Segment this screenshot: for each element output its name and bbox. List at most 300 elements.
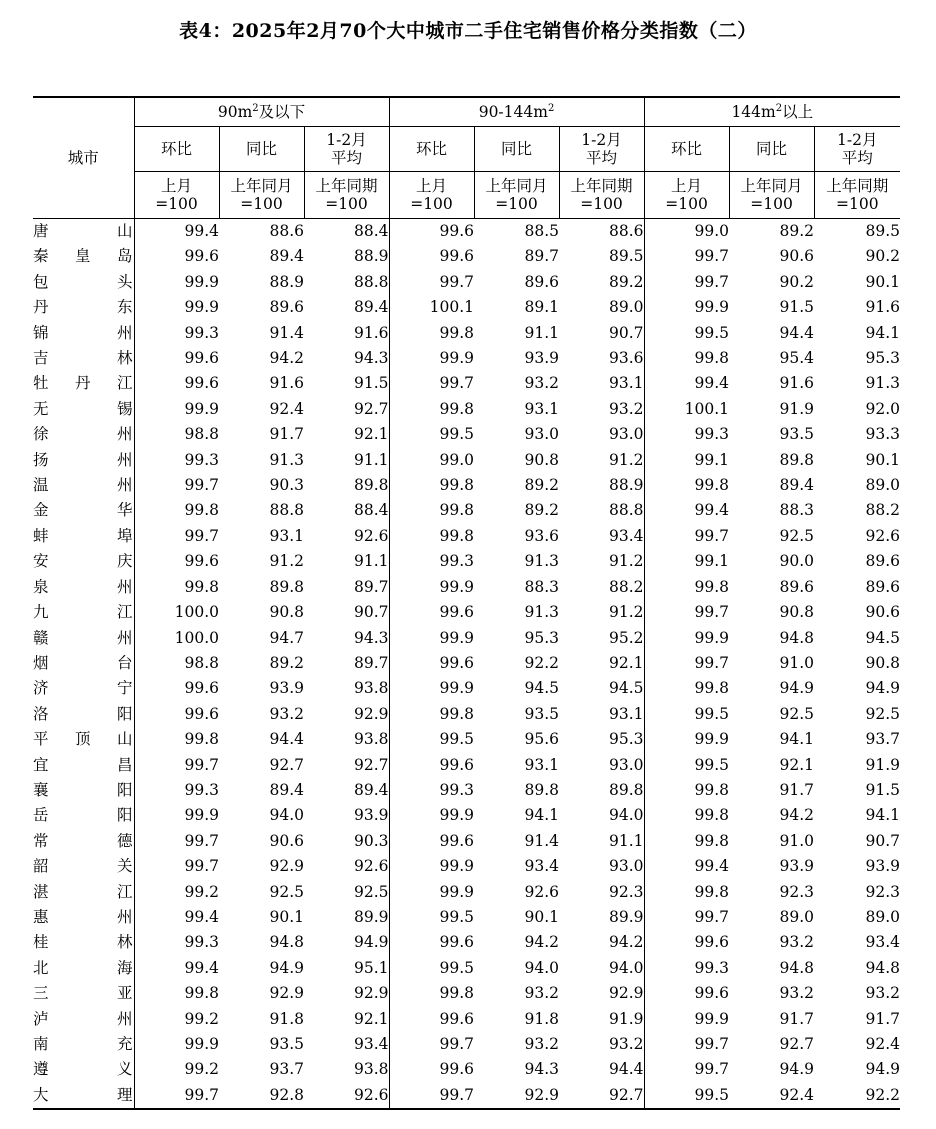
index-value-cell: 88.9: [559, 473, 644, 498]
table-row: [33, 549, 900, 574]
index-value-cell: 99.7: [694, 1060, 730, 1079]
index-value-cell: 93.8: [304, 727, 389, 752]
index-value-cell: 93.2: [524, 374, 559, 393]
index-value-cell: 92.9: [559, 981, 644, 1006]
col-header-mom: 环比: [389, 127, 474, 172]
index-value-cell: 99.8: [694, 679, 730, 698]
col-header-yoy: 同比: [729, 127, 814, 172]
index-value-cell: 95.6: [524, 730, 559, 749]
index-value-cell: 94.2: [269, 349, 304, 368]
city-name-cell: 平顶山: [33, 730, 134, 749]
city-name-cell: 吉林: [33, 349, 134, 368]
base-header-same-month: 上年同月 =100: [219, 172, 304, 219]
index-value-cell: 92.5: [779, 704, 815, 723]
index-value-cell: 92.2: [814, 1083, 900, 1109]
index-value-cell: 99.5: [439, 425, 474, 444]
index-value-cell: 99.9: [694, 628, 730, 647]
index-value-cell: 91.4: [269, 323, 304, 342]
index-value-cell: 99.3: [134, 448, 219, 473]
index-value-cell: 91.2: [559, 448, 644, 473]
index-value-cell: 99.3: [134, 930, 219, 955]
index-value-cell: 91.9: [865, 755, 901, 774]
index-value-cell: 99.5: [439, 907, 474, 926]
city-column-header: 城市: [33, 97, 134, 219]
index-value-cell: 99.5: [694, 323, 730, 342]
city-name-cell: 常德: [33, 831, 134, 850]
index-value-cell: 89.9: [304, 905, 389, 930]
index-value-cell: 91.7: [779, 1009, 815, 1028]
index-value-cell: 89.6: [865, 552, 901, 571]
index-value-cell: 94.9: [779, 1060, 815, 1079]
index-value-cell: 99.7: [134, 854, 219, 879]
table-row: [33, 473, 900, 498]
index-value-cell: 90.7: [304, 600, 389, 625]
index-value-cell: 93.1: [269, 526, 304, 545]
index-value-cell: 89.6: [779, 577, 815, 596]
index-value-cell: 90.6: [779, 247, 815, 266]
index-value-cell: 88.8: [269, 501, 304, 520]
index-value-cell: 89.4: [304, 778, 389, 803]
index-value-cell: 94.3: [304, 346, 389, 371]
index-value-cell: 94.5: [865, 628, 901, 647]
table-row: [33, 626, 900, 651]
index-value-cell: 99.8: [694, 476, 730, 495]
index-value-cell: 91.0: [779, 831, 815, 850]
table-row: [33, 651, 900, 676]
index-value-cell: 94.8: [269, 933, 304, 952]
index-value-cell: 94.9: [269, 958, 304, 977]
index-value-cell: 95.3: [524, 628, 559, 647]
index-value-cell: 90.1: [865, 272, 901, 291]
index-value-cell: 95.3: [559, 727, 644, 752]
index-value-cell: 91.1: [304, 448, 389, 473]
index-value-cell: 99.3: [134, 778, 219, 803]
index-value-cell: 99.6: [134, 702, 219, 727]
index-value-cell: 99.1: [694, 450, 730, 469]
index-value-cell: 99.5: [694, 704, 730, 723]
index-value-cell: 92.4: [269, 399, 304, 418]
index-value-cell: 91.9: [559, 1007, 644, 1032]
index-value-cell: 93.2: [559, 1032, 644, 1057]
index-value-cell: 99.7: [134, 753, 219, 778]
group-header-medium: $90-144m^2$: [389, 97, 644, 127]
index-value-cell: 99.9: [439, 679, 474, 698]
index-value-cell: 99.9: [134, 803, 219, 828]
table-row: [33, 524, 900, 549]
table-row: [33, 397, 900, 422]
city-name-cell: 遵义: [33, 1060, 134, 1079]
index-value-cell: 99.8: [439, 526, 474, 545]
base-header-same-period: 上年同期 =100: [304, 172, 389, 219]
city-name-cell: 大理: [33, 1083, 134, 1109]
index-value-cell: 99.5: [439, 730, 474, 749]
index-value-cell: 99.0: [439, 450, 474, 469]
index-value-cell: 99.6: [134, 346, 219, 371]
index-value-cell: 99.9: [439, 628, 474, 647]
table-row: [33, 854, 900, 879]
index-value-cell: 91.6: [865, 298, 901, 317]
index-value-cell: 91.0: [779, 653, 815, 672]
index-value-cell: 93.9: [779, 857, 815, 876]
index-value-cell: 94.3: [524, 1060, 559, 1079]
index-value-cell: 91.6: [269, 374, 304, 393]
index-value-cell: 93.9: [524, 349, 559, 368]
index-value-cell: 89.1: [524, 298, 559, 317]
index-value-cell: 98.8: [134, 422, 219, 447]
index-value-cell: 93.4: [304, 1032, 389, 1057]
index-value-cell: 99.2: [134, 1007, 219, 1032]
index-value-cell: 99.9: [439, 882, 474, 901]
index-value-cell: 93.0: [559, 422, 644, 447]
index-value-cell: 92.9: [304, 981, 389, 1006]
index-value-cell: 92.5: [865, 704, 901, 723]
index-value-cell: 99.5: [694, 755, 730, 774]
index-value-cell: 93.1: [524, 399, 559, 418]
index-value-cell: 89.8: [524, 780, 559, 799]
index-value-cell: 92.1: [304, 422, 389, 447]
index-value-cell: 88.9: [304, 244, 389, 269]
col-header-avg: 1-2月 平均: [304, 127, 389, 172]
city-name-cell: 秦皇岛: [33, 247, 134, 266]
city-name-cell: 桂林: [33, 933, 134, 952]
index-value-cell: 99.8: [134, 981, 219, 1006]
index-value-cell: 93.5: [779, 425, 815, 444]
city-name-cell: 安庆: [33, 552, 134, 571]
index-value-cell: 92.6: [304, 854, 389, 879]
table-row: [33, 829, 900, 854]
index-value-cell: 99.6: [439, 653, 474, 672]
index-value-cell: 95.2: [559, 626, 644, 651]
base-header-last-month: 上月 =100: [134, 172, 219, 219]
table-row: [33, 702, 900, 727]
index-value-cell: 93.4: [524, 857, 559, 876]
index-value-cell: 99.9: [439, 806, 474, 825]
index-value-cell: 99.7: [134, 1083, 219, 1109]
index-value-cell: 99.8: [694, 349, 730, 368]
index-value-cell: 99.2: [134, 880, 219, 905]
index-value-cell: 88.5: [524, 222, 559, 240]
index-value-cell: 99.7: [694, 653, 730, 672]
index-value-cell: 99.8: [694, 806, 730, 825]
index-value-cell: 93.6: [559, 346, 644, 371]
index-value-cell: 99.2: [134, 1057, 219, 1082]
table-header: [33, 97, 900, 219]
index-value-cell: 99.6: [439, 831, 474, 850]
col-header-yoy: 同比: [474, 127, 559, 172]
index-value-cell: 89.4: [269, 780, 304, 799]
index-value-cell: 94.1: [865, 806, 901, 825]
index-value-cell: 91.3: [865, 374, 901, 393]
table-row: [33, 1083, 900, 1109]
city-name-cell: 湛江: [33, 882, 134, 901]
index-value-cell: 99.8: [694, 577, 730, 596]
index-value-cell: 93.0: [559, 753, 644, 778]
index-value-cell: 95.4: [779, 349, 815, 368]
city-name-cell: 南充: [33, 1035, 134, 1053]
index-value-cell: 91.1: [304, 549, 389, 574]
index-value-cell: 93.9: [304, 803, 389, 828]
index-value-cell: 92.6: [524, 882, 559, 901]
index-value-cell: 92.5: [304, 880, 389, 905]
city-name-cell: 泸州: [33, 1009, 134, 1028]
index-value-cell: 88.8: [559, 498, 644, 523]
index-value-cell: 90.3: [304, 829, 389, 854]
city-name-cell: 洛阳: [33, 704, 134, 723]
index-value-cell: 93.7: [865, 730, 901, 749]
index-value-cell: 99.7: [134, 829, 219, 854]
index-value-cell: 89.5: [865, 222, 901, 240]
table-row: [33, 219, 900, 245]
index-value-cell: 93.9: [865, 857, 901, 876]
index-value-cell: 99.3: [439, 552, 474, 571]
table-row: [33, 498, 900, 523]
index-value-cell: 93.9: [269, 679, 304, 698]
index-value-cell: 91.3: [524, 603, 559, 622]
index-value-cell: 94.2: [524, 933, 559, 952]
table-row: [33, 981, 900, 1006]
index-value-cell: 99.6: [439, 603, 474, 622]
city-name-cell: 徐州: [33, 425, 134, 444]
col-header-mom: 环比: [134, 127, 219, 172]
index-value-cell: 99.7: [694, 272, 730, 291]
city-name-cell: 宜昌: [33, 755, 134, 774]
table-row: [33, 270, 900, 295]
index-value-cell: 89.7: [304, 575, 389, 600]
index-value-cell: 91.2: [269, 552, 304, 571]
index-value-cell: 99.4: [694, 857, 730, 876]
index-value-cell: 99.6: [694, 933, 730, 952]
index-value-cell: 90.6: [269, 831, 304, 850]
index-value-cell: 89.6: [269, 298, 304, 317]
index-value-cell: 99.4: [694, 374, 730, 393]
table-row: [33, 600, 900, 625]
city-name-cell: 扬州: [33, 450, 134, 469]
index-value-cell: 99.8: [694, 780, 730, 799]
index-value-cell: 89.0: [865, 907, 901, 926]
col-header-avg: 1-2月 平均: [814, 127, 900, 172]
index-value-cell: 99.4: [694, 501, 730, 520]
index-value-cell: 92.3: [779, 882, 815, 901]
index-value-cell: 94.9: [865, 1060, 901, 1079]
index-value-cell: 99.7: [694, 247, 730, 266]
index-value-cell: 89.8: [304, 473, 389, 498]
index-value-cell: 99.7: [439, 272, 474, 291]
index-value-cell: 91.8: [524, 1009, 559, 1028]
index-value-cell: 91.5: [779, 298, 815, 317]
index-value-cell: 88.3: [779, 501, 815, 520]
index-value-cell: 91.8: [269, 1009, 304, 1028]
index-value-cell: 94.0: [269, 806, 304, 825]
table-row: [33, 905, 900, 930]
city-name-cell: 岳阳: [33, 806, 134, 825]
index-value-cell: 99.9: [134, 270, 219, 295]
index-value-cell: 94.9: [304, 930, 389, 955]
index-value-cell: 89.2: [559, 270, 644, 295]
base-header-same-period: 上年同期 =100: [814, 172, 900, 219]
index-value-cell: 93.7: [269, 1060, 304, 1079]
index-value-cell: 94.0: [559, 956, 644, 981]
index-value-cell: 99.9: [694, 730, 730, 749]
table-row: [33, 575, 900, 600]
index-value-cell: 91.7: [865, 1009, 901, 1028]
city-name-cell: 惠州: [33, 907, 134, 926]
index-value-cell: 89.2: [524, 476, 559, 495]
index-value-cell: 92.6: [304, 1083, 389, 1109]
index-value-cell: 92.9: [269, 857, 304, 876]
index-value-cell: 94.1: [865, 323, 901, 342]
index-value-cell: 93.0: [524, 425, 559, 444]
table-row: [33, 244, 900, 269]
index-value-cell: 89.2: [524, 501, 559, 520]
index-value-cell: 88.2: [559, 575, 644, 600]
index-value-cell: 89.8: [269, 577, 304, 596]
index-value-cell: 93.6: [524, 526, 559, 545]
index-value-cell: 89.0: [559, 295, 644, 320]
index-value-cell: 88.6: [559, 219, 644, 245]
index-value-cell: 94.5: [524, 679, 559, 698]
index-value-cell: 94.4: [779, 323, 815, 342]
index-value-cell: 94.0: [524, 958, 559, 977]
base-header-last-month: 上月 =100: [644, 172, 729, 219]
index-value-cell: 93.1: [524, 755, 559, 774]
group-header-small: $90m^2$及以下: [134, 97, 389, 127]
index-value-cell: 90.8: [269, 603, 304, 622]
index-value-cell: 89.2: [779, 222, 815, 240]
city-name-cell: 唐山: [33, 222, 134, 240]
index-value-cell: 94.8: [779, 958, 815, 977]
index-value-cell: 93.0: [559, 854, 644, 879]
index-value-cell: 88.2: [865, 501, 901, 520]
index-value-cell: 99.9: [694, 298, 730, 317]
base-header-last-month: 上月 =100: [389, 172, 474, 219]
index-value-cell: 92.7: [779, 1035, 815, 1053]
index-value-cell: 94.2: [559, 930, 644, 955]
city-name-cell: 赣州: [33, 628, 134, 647]
index-value-cell: 99.8: [134, 498, 219, 523]
index-value-cell: 99.7: [134, 524, 219, 549]
index-value-cell: 99.6: [439, 247, 474, 266]
index-value-cell: 90.7: [559, 321, 644, 346]
index-value-cell: 92.7: [559, 1083, 644, 1109]
index-value-cell: 99.5: [644, 1083, 729, 1109]
index-value-cell: 91.2: [559, 549, 644, 574]
index-value-cell: 94.9: [865, 679, 901, 698]
index-value-cell: 99.7: [389, 1083, 474, 1109]
index-value-cell: 92.6: [304, 524, 389, 549]
index-value-cell: 89.5: [559, 244, 644, 269]
index-value-cell: 99.5: [439, 958, 474, 977]
index-value-cell: 89.7: [524, 247, 559, 266]
index-value-cell: 100.1: [684, 399, 730, 418]
index-value-cell: 91.3: [269, 450, 304, 469]
index-value-cell: 99.9: [694, 1009, 730, 1028]
index-value-cell: 99.8: [134, 727, 219, 752]
index-value-cell: 91.5: [865, 780, 901, 799]
index-value-cell: 88.9: [269, 272, 304, 291]
index-value-cell: 99.9: [439, 577, 474, 596]
index-value-cell: 94.4: [559, 1057, 644, 1082]
index-value-cell: 90.8: [865, 653, 901, 672]
index-value-cell: 92.7: [304, 397, 389, 422]
index-value-cell: 99.7: [134, 473, 219, 498]
col-header-avg: 1-2月 平均: [559, 127, 644, 172]
index-value-cell: 93.1: [559, 702, 644, 727]
index-value-cell: 94.3: [304, 626, 389, 651]
index-value-cell: 99.3: [694, 425, 730, 444]
index-value-cell: 93.2: [779, 984, 815, 1003]
index-value-cell: 90.0: [779, 552, 815, 571]
index-value-cell: 92.9: [269, 984, 304, 1003]
index-value-cell: 99.8: [134, 575, 219, 600]
index-value-cell: 88.4: [304, 219, 389, 245]
index-value-cell: 89.6: [865, 577, 901, 596]
city-name-cell: 无锡: [33, 399, 134, 418]
index-value-cell: 94.0: [559, 803, 644, 828]
index-value-cell: 90.1: [524, 907, 559, 926]
index-value-cell: 90.8: [524, 450, 559, 469]
index-value-cell: 92.8: [219, 1083, 304, 1109]
index-value-cell: 89.2: [269, 653, 304, 672]
index-value-cell: 99.8: [694, 831, 730, 850]
index-value-cell: 99.7: [439, 1035, 474, 1053]
index-value-cell: 89.7: [304, 651, 389, 676]
index-value-cell: 89.6: [524, 272, 559, 291]
index-value-cell: 92.5: [269, 882, 304, 901]
index-value-cell: 92.7: [304, 753, 389, 778]
index-value-cell: 90.1: [865, 450, 901, 469]
index-value-cell: 92.3: [865, 882, 901, 901]
index-value-cell: 99.8: [439, 323, 474, 342]
table-row: [33, 346, 900, 371]
table-row: [33, 803, 900, 828]
city-name-cell: 包头: [33, 272, 134, 291]
city-name-cell: 三亚: [33, 984, 134, 1003]
index-value-cell: 99.7: [694, 907, 730, 926]
index-value-cell: 91.4: [524, 831, 559, 850]
table-row: [33, 448, 900, 473]
index-value-cell: 92.4: [729, 1083, 814, 1109]
index-value-cell: 90.7: [865, 831, 901, 850]
index-value-cell: 93.4: [865, 933, 901, 952]
index-value-cell: 98.8: [134, 651, 219, 676]
city-name-cell: 金华: [33, 501, 134, 520]
index-value-cell: 93.8: [304, 676, 389, 701]
index-value-cell: 100.1: [429, 298, 474, 317]
index-value-cell: 93.2: [524, 984, 559, 1003]
index-value-cell: 92.1: [559, 651, 644, 676]
index-value-cell: 92.5: [779, 526, 815, 545]
city-name-cell: 泉州: [33, 577, 134, 596]
index-value-cell: 91.9: [779, 399, 815, 418]
index-value-cell: 99.6: [134, 244, 219, 269]
index-value-cell: 92.9: [304, 702, 389, 727]
index-value-cell: 93.2: [779, 933, 815, 952]
index-value-cell: 92.9: [474, 1083, 559, 1109]
city-name-cell: 九江: [33, 603, 134, 622]
city-name-cell: 锦州: [33, 323, 134, 342]
index-value-cell: 88.4: [304, 498, 389, 523]
city-name-cell: 济宁: [33, 679, 134, 698]
index-value-cell: 91.6: [304, 321, 389, 346]
table-row: [33, 778, 900, 803]
index-value-cell: 99.6: [439, 1060, 474, 1079]
base-header-same-month: 上年同月 =100: [474, 172, 559, 219]
index-value-cell: 99.9: [134, 1032, 219, 1057]
index-value-cell: 100.0: [134, 626, 219, 651]
table-row: [33, 930, 900, 955]
city-name-cell: 蚌埠: [33, 526, 134, 545]
index-value-cell: 99.7: [694, 603, 730, 622]
